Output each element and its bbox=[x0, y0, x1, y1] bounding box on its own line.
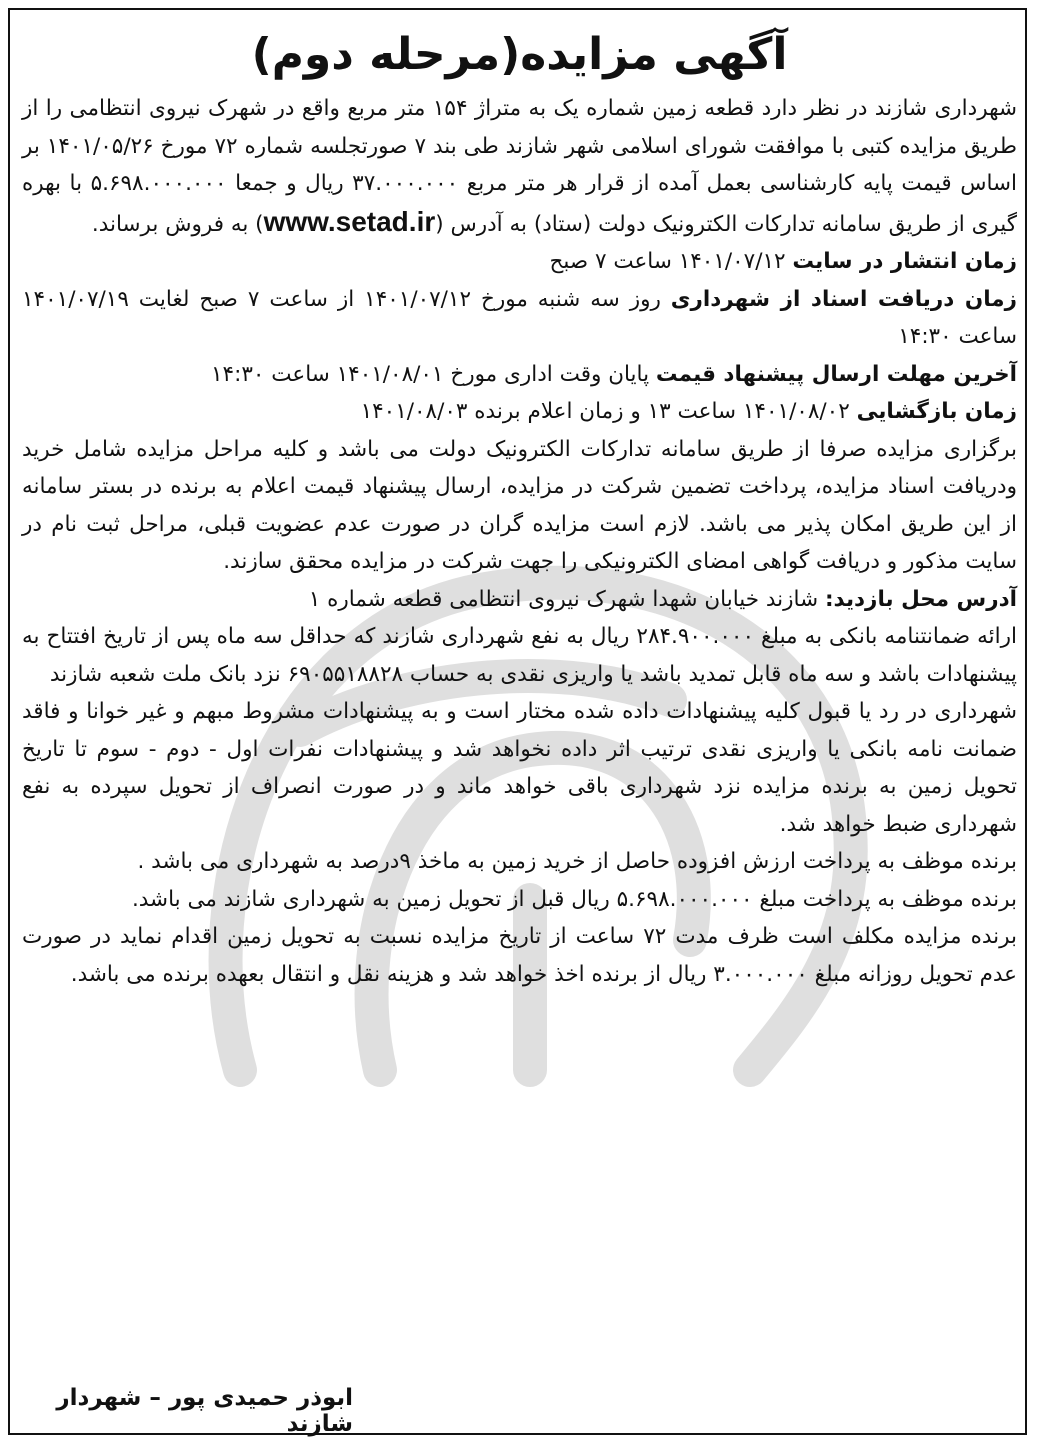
intro-paragraph bbox=[22, 90, 1017, 243]
procedure-paragraph: برگزاری مزایده صرفا از طریق سامانه تدارکات الکترونیک دولت می باشد و کلیه مراحل مزایده شامل خرید ودریافت اسناد مزایده، پرداخت تضمین شرکت در مزایده، ارسال پیشنهاد قیمت اعلام به برنده در بستر سامانه از این طریق امکان پذیر می باشد. لازم است مزایده گران در صورت عدم عضویت قبلی، مراحل ثبت نام در سایت مذکور و دریافت گواهی امضای الکترونیکی را جهت شرکت در مزایده محقق سازند. bbox=[22, 436, 1017, 574]
address-value: شازند خیابان شهدا شهرک نیروی انتظامی قطعه شماره ۱ bbox=[308, 586, 825, 612]
payment-paragraph: برنده موظف به پرداخت مبلغ ۵.۶۹۸.۰۰۰.۰۰۰ ریال قبل از تحویل زمین به شهرداری شازند می باشد. bbox=[131, 886, 1017, 912]
publish-label: زمان انتشار در سایت bbox=[792, 249, 1017, 274]
visit-address bbox=[22, 581, 1017, 619]
opening-time bbox=[22, 393, 1017, 431]
setad-link[interactable]: www.setad.ir bbox=[263, 205, 436, 237]
intro-text: شهرداری شازند در نظر دارد قطعه زمین شماره یک به متراژ ۱۵۴ متر مربع واقع در شهرک نیروی انتظامی را از طریق مزایده کتبی با موافقت شورای اسلامی شهر شازند طی بند ۷ صورتجلسه شماره ۷۲ مورخ ۱۴۰۱/۰۵/۲۶ بر اساس قیمت پایه کارشناسی بعمل آمده از قرار هر متر مربع ۳۷.۰۰۰.۰۰۰ ریال و جمعا ۵.۶۹۸.۰۰۰.۰۰۰ با بهره گیری از طریق سامانه تدارکات الکترونیک دولت (ستاد) به آدرس ( bbox=[22, 96, 1018, 237]
vat-paragraph: برنده موظف به پرداخت ارزش افزوده حاصل از خرید زمین به ماخذ ۹درصد به شهرداری می باشد . bbox=[137, 849, 1017, 874]
documents-label: زمان دریافت اسناد از شهرداری bbox=[670, 286, 1017, 312]
page-title: آگهی مزایده(مرحله دوم) bbox=[251, 29, 788, 80]
deadline-label: آخرین مهلت ارسال پیشنهاد قیمت bbox=[655, 361, 1017, 387]
deadline bbox=[22, 356, 1017, 394]
address-label: آدرس محل بازدید: bbox=[824, 586, 1017, 612]
intro-tail: ) به فروش برساند. bbox=[91, 211, 264, 237]
rejection-paragraph: شهرداری در رد یا قبول کلیه پیشنهادات داده شده مختار است و به پیشنهادات مشروط مبهم و غیر خوانا و فاقد ضمانت نامه بانکی یا واریزی نقدی ترتیب اثر داده نخواهد شد و پیشنهادات نفرات اول - دوم - سوم تا تاریخ تحویل زمین به برنده مزایده نزد شهرداری باقی خواهد ماند و در صورت انصراف از تحویل سپرده به نفع شهرداری ضبط خواهد شد. bbox=[22, 699, 1017, 837]
documents-time bbox=[22, 281, 1017, 356]
opening-value: ۱۴۰۱/۰۸/۰۲ ساعت ۱۳ و زمان اعلام برنده ۱۴۰۱/۰۸/۰۳ bbox=[360, 399, 857, 424]
opening-label: زمان بازگشایی bbox=[856, 399, 1017, 424]
documents-value: روز سه شنبه مورخ ۱۴۰۱/۰۷/۱۲ از ساعت ۷ صبح لغایت ۱۴۰۱/۰۷/۱۹ ساعت ۱۴:۳۰ bbox=[22, 286, 1017, 349]
publish-time bbox=[22, 243, 1017, 281]
publish-value: ۱۴۰۱/۰۷/۱۲ ساعت ۷ صبح bbox=[549, 249, 793, 274]
penalty-paragraph: برنده مزایده مکلف است ظرف مدت ۷۲ ساعت از تاریخ مزایده نسبت به تحویل زمین اقدام نماید در صورت عدم تحویل روزانه مبلغ ۳.۰۰۰.۰۰۰ ریال از برنده اخذ خواهد شد و هزینه نقل و انتقال بعهده برنده می باشد. bbox=[22, 924, 1017, 987]
deadline-value: پایان وقت اداری مورخ ۱۴۰۱/۰۸/۰۱ ساعت ۱۴:۳۰ bbox=[210, 361, 656, 387]
signature: ابوذر حمیدی پور – شهردار شازند bbox=[56, 1385, 353, 1437]
announcement bbox=[22, 22, 1017, 993]
guarantee-paragraph: ارائه ضمانتنامه بانکی به مبلغ ۲۸۴.۹۰۰.۰۰۰ ریال به نفع شهرداری شازند که حداقل سه ماه پس از تاریخ افتتاح به پیشنهادات باشد و سه ماه قابل تمدید باشد یا واریزی نقدی به حساب ۶۹۰۵۵۱۸۸۲۸ نزد بانک ملت شعبه شازند bbox=[22, 624, 1017, 687]
